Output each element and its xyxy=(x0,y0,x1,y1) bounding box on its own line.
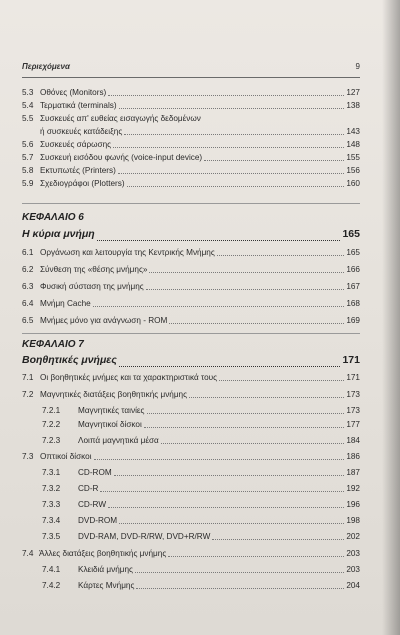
chapter-separator xyxy=(22,333,360,334)
toc-entry xyxy=(22,371,360,384)
dot-leader xyxy=(136,587,344,589)
toc-entry-number: 7.3.3 xyxy=(42,500,61,509)
chapter-dot-leader xyxy=(97,239,340,241)
toc-entry-title: Μαγνητικοί δίσκοι xyxy=(78,420,142,429)
toc-entry-page: 187 xyxy=(346,468,360,477)
dot-leader xyxy=(147,412,344,414)
toc-entry-page: 198 xyxy=(346,516,360,525)
toc-entry-title: DVD-RAM, DVD-R/RW, DVD+R/RW xyxy=(78,532,211,541)
toc-entry-title: Σύνθεση της «θέσης μνήμης» xyxy=(40,265,148,274)
toc-entry xyxy=(22,388,360,401)
dot-leader xyxy=(146,288,344,290)
toc-entry-title: CD-ROM xyxy=(78,468,112,477)
toc-entry-number: 7.4.1 xyxy=(42,565,61,574)
chapter-6-page: 165 xyxy=(342,228,360,240)
toc-entry xyxy=(22,514,360,527)
dot-leader xyxy=(144,426,344,428)
toc-entry-page: 173 xyxy=(346,390,360,399)
dot-leader xyxy=(135,571,344,573)
toc-entry-title: Συσκευές απ' ευθείας εισαγωγής δεδομένων xyxy=(40,114,201,123)
dot-leader xyxy=(108,94,344,96)
toc-entry-number: 5.7 xyxy=(22,153,34,162)
dot-leader xyxy=(161,442,344,444)
toc-entry-page: 127 xyxy=(346,88,360,97)
toc-entry xyxy=(22,404,360,417)
dot-leader xyxy=(124,133,344,135)
toc-entry xyxy=(22,314,360,327)
toc-entry xyxy=(22,112,360,125)
toc-entry xyxy=(22,579,360,592)
dot-leader xyxy=(113,146,344,148)
chapter-6-title-row xyxy=(22,228,360,243)
dot-leader xyxy=(119,522,344,524)
toc-entry-page: 166 xyxy=(346,265,360,274)
toc-entry-title: Μνήμες μόνο για ανάγνωση - ROM xyxy=(40,316,168,325)
dot-leader xyxy=(94,458,344,460)
toc-entry xyxy=(22,482,360,495)
toc-entry-number: 5.6 xyxy=(22,140,34,149)
toc-entry-number: 7.2 xyxy=(22,390,34,399)
chapter-6-label: ΚΕΦΑΛΑΙΟ 6 xyxy=(22,212,84,223)
toc-entry-page: 171 xyxy=(346,373,360,382)
dot-leader xyxy=(100,490,344,492)
toc-entry-title: Μνήμη Cache xyxy=(40,299,91,308)
running-header xyxy=(22,62,360,76)
toc-entry-page: 165 xyxy=(346,248,360,257)
toc-entry-page: 203 xyxy=(346,565,360,574)
chapter-6-title: Η κύρια μνήμη xyxy=(22,228,95,240)
toc-entry-number: 7.2.2 xyxy=(42,420,61,429)
chapter-7-label: ΚΕΦΑΛΑΙΟ 7 xyxy=(22,339,84,350)
toc-entry-page: 167 xyxy=(346,282,360,291)
toc-entry-number: 7.4 xyxy=(22,549,34,558)
toc-entry-title: Οθόνες (Monitors) xyxy=(40,88,107,97)
toc-entry-page: 173 xyxy=(346,406,360,415)
toc-entry-number: 7.2.1 xyxy=(42,406,61,415)
toc-entry-number: 7.3.1 xyxy=(42,468,61,477)
toc-entry xyxy=(22,99,360,112)
toc-entry xyxy=(22,125,360,138)
toc-entry-title: Φυσική σύσταση της μνήμης xyxy=(40,282,144,291)
toc-entry-title: Μαγνητικές ταινίες xyxy=(78,406,145,415)
toc-entry-title: ή συσκευές κατάδειξης xyxy=(40,127,123,136)
toc-entry-number: 6.2 xyxy=(22,265,34,274)
toc-entry xyxy=(22,164,360,177)
page-edge-shadow xyxy=(382,0,400,635)
toc-entry-number: 6.4 xyxy=(22,299,34,308)
chapter-7-title: Βοηθητικές μνήμες xyxy=(22,354,117,366)
dot-leader xyxy=(217,254,344,256)
toc-entry-title: Κάρτες Μνήμης xyxy=(78,581,135,590)
toc-entry-number: 7.3 xyxy=(22,452,34,461)
toc-entry-number: 5.8 xyxy=(22,166,34,175)
toc-entry-number: 6.1 xyxy=(22,248,34,257)
dot-leader xyxy=(204,159,344,161)
toc-entry-page: 192 xyxy=(346,484,360,493)
toc-entry-page: 184 xyxy=(346,436,360,445)
toc-entry-page: 169 xyxy=(346,316,360,325)
toc-entry xyxy=(22,86,360,99)
chapter-separator xyxy=(22,203,360,204)
toc-entry-title: Οι βοηθητικές μνήμες και τα χαρακτηριστικά τους xyxy=(40,373,218,382)
toc-entry-title: DVD-ROM xyxy=(78,516,118,525)
toc-entry-title: Κλειδιά μνήμης xyxy=(78,565,133,574)
toc-entry-number: 7.3.4 xyxy=(42,516,61,525)
toc-entry-title: Άλλες διατάξεις βοηθητικής μνήμης xyxy=(39,549,167,558)
toc-entry-page: 186 xyxy=(346,452,360,461)
toc-entry-title: Οργάνωση και λειτουργία της Κεντρικής Μνήμης xyxy=(40,248,215,257)
toc-entry-title: CD-R xyxy=(78,484,99,493)
toc-entry-number: 7.2.3 xyxy=(42,436,61,445)
chapter-7-title-row xyxy=(22,354,360,369)
toc-entry-title: Συσκευές σάρωσης xyxy=(40,140,112,149)
running-header-title: Περιεχόμενα xyxy=(22,62,70,71)
toc-entry xyxy=(22,498,360,511)
toc-entry xyxy=(22,297,360,310)
toc-entry-title: Εκτυπωτές (Printers) xyxy=(40,166,116,175)
toc-entry-number: 7.4.2 xyxy=(42,581,61,590)
toc-entry xyxy=(22,563,360,576)
toc-entry-title: Οπτικοί δίσκοι xyxy=(40,452,92,461)
toc-entry xyxy=(22,177,360,190)
toc-entry-title: Σχεδιογράφοι (Plotters) xyxy=(40,179,125,188)
dot-leader xyxy=(149,271,344,273)
toc-entry-number: 5.9 xyxy=(22,179,34,188)
toc-entry xyxy=(22,138,360,151)
toc-entry-page: 143 xyxy=(346,127,360,136)
dot-leader xyxy=(118,172,344,174)
toc-entry-title: Λοιπά μαγνητικά μέσα xyxy=(78,436,159,445)
toc-entry xyxy=(22,280,360,293)
toc-entry xyxy=(22,246,360,259)
toc-entry xyxy=(22,151,360,164)
toc-entry xyxy=(22,418,360,431)
toc-entry-page: 138 xyxy=(346,101,360,110)
toc-entry xyxy=(22,450,360,463)
dot-leader xyxy=(93,305,344,307)
toc-entry xyxy=(22,547,360,560)
toc-entry-page: 196 xyxy=(346,500,360,509)
chapter-7-page: 171 xyxy=(342,354,360,366)
toc-entry-page: 168 xyxy=(346,299,360,308)
dot-leader xyxy=(212,538,344,540)
toc-entry xyxy=(22,263,360,276)
dot-leader xyxy=(127,185,344,187)
dot-leader xyxy=(108,506,344,508)
toc-entry xyxy=(22,434,360,447)
toc-entry-number: 5.4 xyxy=(22,101,34,110)
toc-entry-page: 203 xyxy=(346,549,360,558)
dot-leader xyxy=(119,107,344,109)
toc-entry-number: 7.1 xyxy=(22,373,34,382)
toc-entry-page: 202 xyxy=(346,532,360,541)
toc-entry-page: 156 xyxy=(346,166,360,175)
toc-entry-page: 148 xyxy=(346,140,360,149)
toc-entry-number: 5.5 xyxy=(22,114,34,123)
toc-entry-number: 6.3 xyxy=(22,282,34,291)
toc-entry-number: 7.3.2 xyxy=(42,484,61,493)
toc-entry-title: Τερματικά (terminals) xyxy=(40,101,117,110)
toc-entry-page: 155 xyxy=(346,153,360,162)
dot-leader xyxy=(219,379,344,381)
toc-entry-page: 177 xyxy=(346,420,360,429)
toc-entry-page: 204 xyxy=(346,581,360,590)
dot-leader xyxy=(169,322,344,324)
toc-entry-title: Μαγνητικές διατάξεις βοηθητικής μνήμης xyxy=(40,390,188,399)
toc-entry-number: 5.3 xyxy=(22,88,34,97)
toc-entry-number: 7.3.5 xyxy=(42,532,61,541)
toc-entry-page: 160 xyxy=(346,179,360,188)
chapter-dot-leader xyxy=(119,365,340,367)
toc-entry-title: CD-RW xyxy=(78,500,107,509)
toc-entry xyxy=(22,530,360,543)
dot-leader xyxy=(168,555,344,557)
running-header-page-number: 9 xyxy=(355,62,360,71)
toc-entry-title: Συσκευή εισόδου φωνής (voice-input device) xyxy=(40,153,203,162)
dot-leader xyxy=(189,396,344,398)
header-rule xyxy=(22,77,360,78)
dot-leader xyxy=(114,474,344,476)
toc-entry-number: 6.5 xyxy=(22,316,34,325)
toc-entry xyxy=(22,466,360,479)
